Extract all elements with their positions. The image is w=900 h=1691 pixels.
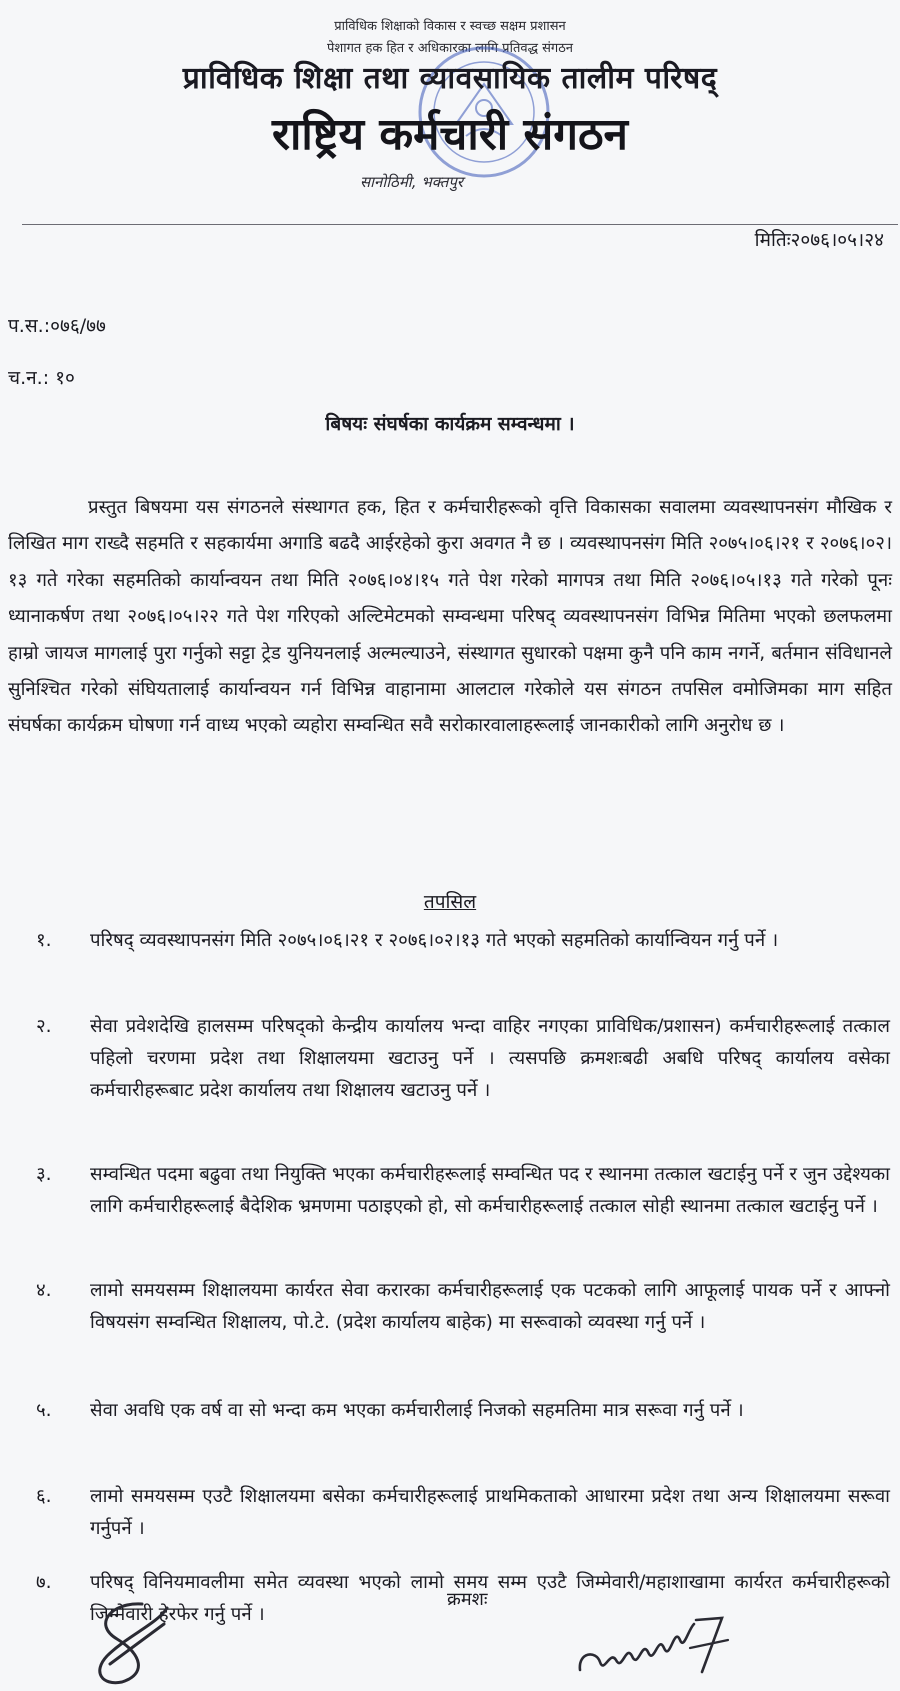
letter-body: प्रस्तुत बिषयमा यस संगठनले संस्थागत हक, हित र कर्मचारीहरूको वृत्ति विकासका सवालमा व्यवस्थापनसंग मौखिक र लिखित माग राख्दै सहमति र सहकार्यमा अगाडि बढदै आईरहेको कुरा अवगत नै छ । व्यवस्थापनसंग मिति २०७५।०६।२१ र २०७६।०२।१३ गते गरेका सहमतिको कार्यान्वयन तथा मिति २०७६।०४।१५ गते पेश गरेको मागपत्र तथा मिति २०७६।०५।१३ गते गरेको पूनः ध्यानाकर्षण तथा २०७६।०५।२२ गते पेश गरिएको अल्टिमेटमको सम्वन्धमा परिषद् व्यवस्थापनसंग विभिन्न मितिमा भएको छलफलमा हाम्रो जायज मागलाई पुरा गर्नुको सट्टा ट्रेड युनियनलाई अल्मल्याउने, संस्थागत सुधारको पक्षमा कुनै पनि काम नगर्ने, बर्तमान संविधानले सुनिश्चित गरेको संघियतालाई कार्यान्वयन गर्न विभिन्न वाहानामा आलटाल गरेकोले यस संगठन तपसिल वमोजिमका माग सहित संघर्षका कार्यक्रम घोषणा गर्न वाध्य भएको व्यहोरा सम्वन्धित सवै सरोकारवालाहरूलाई जानकारीको लागि अनुरोध छ । (8, 497, 892, 737)
demand-number: ४. (36, 1280, 52, 1301)
demand-text: सम्वन्धित पदमा बढुवा तथा नियुक्ति भएका कर्मचारीहरूलाई सम्वन्धित पद र स्थानमा तत्काल खटाईनु पर्ने र जुन उद्देश्यका लागि कर्मचारीहरूलाई बैदेशिक भ्रमणमा पठाइएको हो, सो कर्मचारीहरूलाई तत्काल सोही स्थानमा तत्काल खटाईनु पर्ने । (90, 1164, 890, 1217)
organization-name: राष्ट्रिय कर्मचारी संगठन (272, 109, 628, 160)
demands-list (0, 925, 900, 1651)
tapsil-heading: तपसिल (423, 891, 477, 913)
demand-text: लामो समयसम्म एउटै शिक्षालयमा बसेका कर्मचारीहरूलाई प्राथमिकताको आधारमा प्रदेश तथा अन्य शिक्षालयमा सरूवा गर्नुपर्ने । (90, 1486, 890, 1539)
letterhead-tagline-2: पेशागत हक हित र अधिकारका लागि प्रतिवद्ध संगठन (327, 41, 573, 56)
signature-right-icon (570, 1600, 750, 1685)
demand-item (0, 1481, 900, 1567)
demand-text: सेवा अवधि एक वर्ष वा सो भन्दा कम भएका कर्मचारीलाई निजको सहमतिमा मात्र सरूवा गर्नु पर्ने । (90, 1400, 744, 1421)
demand-text: लामो समयसम्म शिक्षालयमा कार्यरत सेवा करारका कर्मचारीहरूलाई एक पटकको लागि आफूलाई पायक पर्ने र आफ्नो विषयसंग सम्वन्धित शिक्षालय, पो.टे. (प्रदेश कार्यालय बाहेक) मा सरूवाको व्यवस्था गर्नु पर्ने । (90, 1280, 890, 1333)
chalani-number: च.न.: १० (8, 367, 75, 389)
demand-text: सेवा प्रवेशदेखि हालसम्म परिषद्को केन्द्रीय कार्यालय भन्दा वाहिर नगएका प्राविधिक/प्रशासन) कर्मचारीहरूलाई तत्काल पहिलो चरणमा प्रदेश तथा शिक्षालयमा खटाउनु पर्ने । त्यसपछि क्रमशःबढी अबधि परिषद् कार्यालय वसेका कर्मचारीहरूबाट प्रदेश कार्यालय तथा शिक्षालय खटाउनु पर्ने । (90, 1016, 890, 1101)
demand-item (0, 1011, 900, 1159)
demand-number: १. (36, 930, 52, 951)
demand-number: ५. (36, 1400, 52, 1421)
letter-subject: बिषयः संघर्षका कार्यक्रम सम्वन्धमा । (325, 413, 575, 435)
demand-number: ३. (36, 1164, 52, 1185)
patra-sankhya: प.स.:०७६/७७ (8, 315, 106, 337)
demand-number: २. (36, 1016, 52, 1037)
demand-number: ७. (36, 1572, 52, 1593)
letter-date: मितिः२०७६।०५।२४ (754, 229, 884, 251)
organization-address: सानोठिमी, भक्तपुर (360, 173, 464, 191)
demand-number: ६. (36, 1486, 52, 1507)
demand-item (0, 1395, 900, 1481)
demand-item (0, 925, 900, 1011)
signature-left-icon (72, 1594, 192, 1689)
demand-item (0, 1275, 900, 1395)
council-name: प्राविधिक शिक्षा तथा व्यावसायिक तालीम परिषद् (182, 61, 718, 96)
demand-text: परिषद् व्यवस्थापनसंग मिति २०७५।०६।२१ र २०७६।०२।१३ गते भएको सहमतिको कार्यान्वियन गर्नु पर्ने । (90, 930, 779, 951)
letterhead (0, 0, 900, 220)
letterhead-divider (22, 224, 898, 225)
demand-text: परिषद् विनियमावलीमा समेत व्यवस्था भएको लामो समय सम्म एउटै जिम्मेवारी/महाशाखामा कार्यरत कर्मचारीहरूको जिम्मेवारी हेरफेर गर्नु पर्ने । (90, 1572, 890, 1625)
continued-marker: क्रमशः (447, 1589, 488, 1610)
demand-item (0, 1159, 900, 1275)
letterhead-tagline-1: प्राविधिक शिक्षाको विकास र स्वच्छ सक्षम प्रशासन (334, 19, 566, 34)
